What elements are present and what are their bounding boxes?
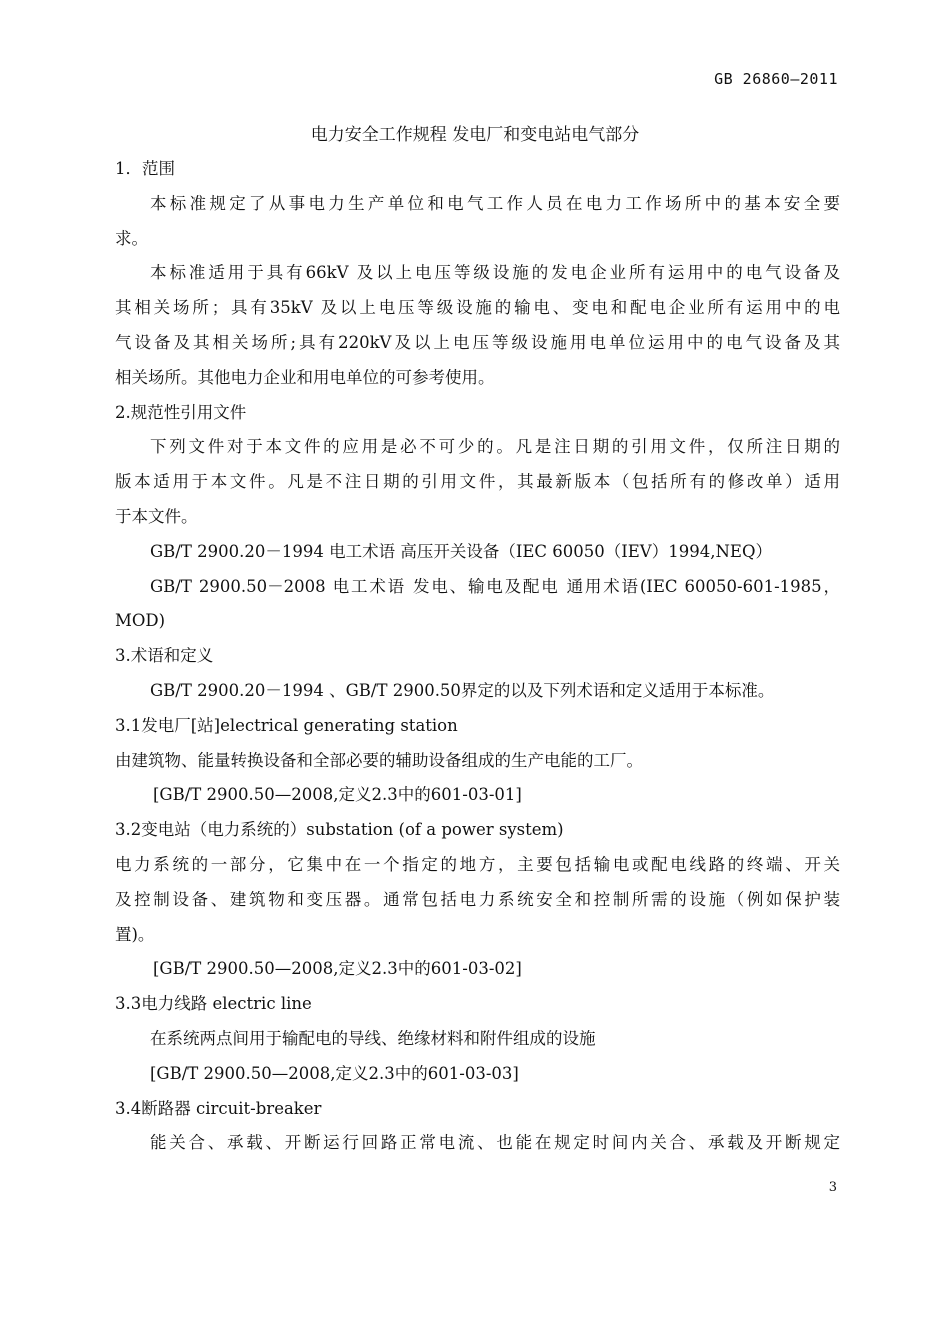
- term-definition: 及控制设备、建筑物和变压器。通常包括电力系统安全和控制所需的设施（例如保护装: [115, 889, 840, 909]
- section-heading: 1．范围: [115, 159, 175, 178]
- paragraph-line: 本标准规定了从事电力生产单位和电气工作人员在电力工作场所中的基本安全要: [150, 193, 840, 213]
- standard-code: GB 26860—2011: [714, 70, 838, 88]
- term-heading: 3.2变电站（电力系统的）substation (of a power system): [115, 820, 564, 840]
- term-definition: 电力系统的一部分，它集中在一个指定的地方，主要包括输电或配电线路的终端、开关: [115, 854, 840, 874]
- paragraph-line: GB/T 2900.20－1994 、GB/T 2900.50界定的以及下列术语和定义适用于本标准。: [150, 680, 775, 700]
- document-title: 电力安全工作规程 发电厂和变电站电气部分: [310, 125, 640, 145]
- paragraph-line: 下列文件对于本文件的应用是必不可少的。凡是注日期的引用文件，仅所注日期的: [150, 437, 840, 457]
- term-definition: 能关合、承载、开断运行回路正常电流、也能在规定时间内关合、承载及开断规定: [150, 1133, 840, 1153]
- term-definition: 由建筑物、能量转换设备和全部必要的辅助设备组成的生产电能的工厂。: [115, 750, 643, 770]
- paragraph-line: 其相关场所；具有35kV 及以上电压等级设施的输电、变电和配电企业所有运用中的电: [115, 298, 840, 318]
- term-heading: 3.1发电厂[站]electrical generating station: [115, 715, 458, 735]
- page-number: 3: [828, 1180, 837, 1195]
- reference-line: GB/T 2900.50－2008 电工术语 发电、输电及配电 通用术语(IEC 60050-601-1985，: [150, 576, 840, 596]
- paragraph-line: 求。: [115, 228, 148, 248]
- paragraph-line: 相关场所。其他电力企业和用电单位的可参考使用。: [115, 367, 495, 387]
- term-heading: 3.3电力线路 electric line: [115, 994, 312, 1014]
- section-heading: 2.规范性引用文件: [115, 402, 247, 422]
- term-source: [GB/T 2900.50—2008,定义2.3中的601-03-01]: [153, 785, 522, 805]
- reference-line: MOD): [115, 611, 166, 631]
- section-heading: 3.术语和定义: [115, 646, 214, 666]
- term-source: [GB/T 2900.50—2008,定义2.3中的601-03-03]: [150, 1063, 519, 1083]
- term-source: [GB/T 2900.50—2008,定义2.3中的601-03-02]: [153, 959, 522, 979]
- paragraph-line: 版本适用于本文件。凡是不注日期的引用文件，其最新版本（包括所有的修改单）适用: [115, 472, 840, 492]
- reference-line: GB/T 2900.20－1994 电工术语 高压开关设备（IEC 60050（IEV）1994,NEQ）: [150, 541, 772, 561]
- term-definition: 在系统两点间用于输配电的导线、绝缘材料和附件组成的设施: [150, 1028, 596, 1048]
- paragraph-line: 于本文件。: [115, 506, 198, 526]
- term-definition: 置)。: [115, 924, 155, 944]
- paragraph-line: 本标准适用于具有66kV 及以上电压等级设施的发电企业所有运用中的电气设备及: [150, 263, 840, 283]
- term-heading: 3.4断路器 circuit-breaker: [115, 1098, 322, 1118]
- paragraph-line: 气设备及其相关场所;具有220kV及以上电压等级设施用电单位运用中的电气设备及其: [115, 332, 840, 352]
- document-body: [115, 152, 840, 1161]
